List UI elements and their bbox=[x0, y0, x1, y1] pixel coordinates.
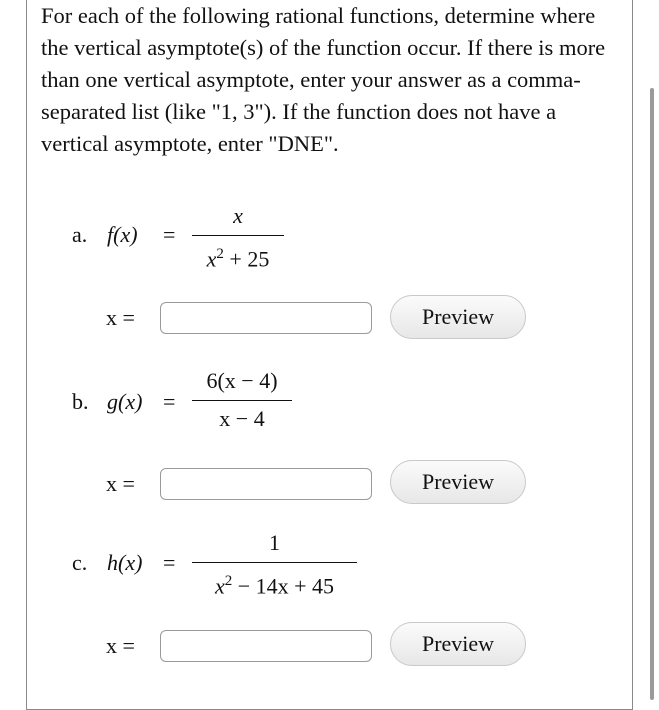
part-b-answer-prefix: x = bbox=[106, 471, 135, 496]
part-b-answer-input[interactable] bbox=[160, 468, 372, 500]
part-c-denominator: $x^2 - 14x + 45$ bbox=[214, 573, 335, 599]
part-b-function-name: g(x) bbox=[107, 389, 143, 414]
instructions-text: For each of the following rational functions, determine where the vertical asymptote(s) of the function occur. If there is more than one vertical asymptote, enter your answer as a comma-separated list (like "1, 3"). If the function does not have a vertical asymptote, enter "DNE". bbox=[41, 3, 606, 156]
part-c-equals: = bbox=[163, 550, 176, 575]
part-a-denominator: $x^2 + 25$ bbox=[206, 246, 270, 272]
part-a-fraction bbox=[192, 203, 284, 273]
part-b-preview-button[interactable]: Preview bbox=[390, 460, 526, 504]
part-c-label: c. bbox=[72, 550, 88, 575]
part-a-fraction-bar bbox=[192, 235, 284, 236]
part-b-equals: = bbox=[163, 389, 176, 414]
part-b-fraction bbox=[192, 368, 292, 432]
part-a-function-name: f(x) bbox=[107, 222, 138, 247]
part-a-equals: = bbox=[163, 222, 176, 247]
part-b-fraction-bar bbox=[192, 400, 292, 401]
part-c-fraction-bar bbox=[192, 562, 357, 563]
part-b-numerator: 6(x − 4) bbox=[206, 368, 278, 393]
part-a-numerator: x bbox=[233, 203, 243, 228]
part-c-answer-input[interactable] bbox=[160, 630, 372, 662]
part-a-answer-prefix: x = bbox=[106, 305, 135, 330]
part-b-denominator: x − 4 bbox=[219, 406, 265, 432]
part-c-numerator: 1 bbox=[269, 530, 280, 555]
part-a-answer-input[interactable] bbox=[160, 302, 372, 334]
part-a-preview-button[interactable]: Preview bbox=[390, 295, 526, 339]
part-c-fraction bbox=[192, 530, 357, 600]
scrollbar[interactable] bbox=[650, 88, 654, 700]
part-c-function-name: h(x) bbox=[107, 550, 143, 575]
part-c-answer-prefix: x = bbox=[106, 633, 135, 658]
part-b-label: b. bbox=[72, 389, 89, 414]
part-c-preview-button[interactable]: Preview bbox=[390, 622, 526, 666]
part-a-label: a. bbox=[72, 222, 88, 247]
